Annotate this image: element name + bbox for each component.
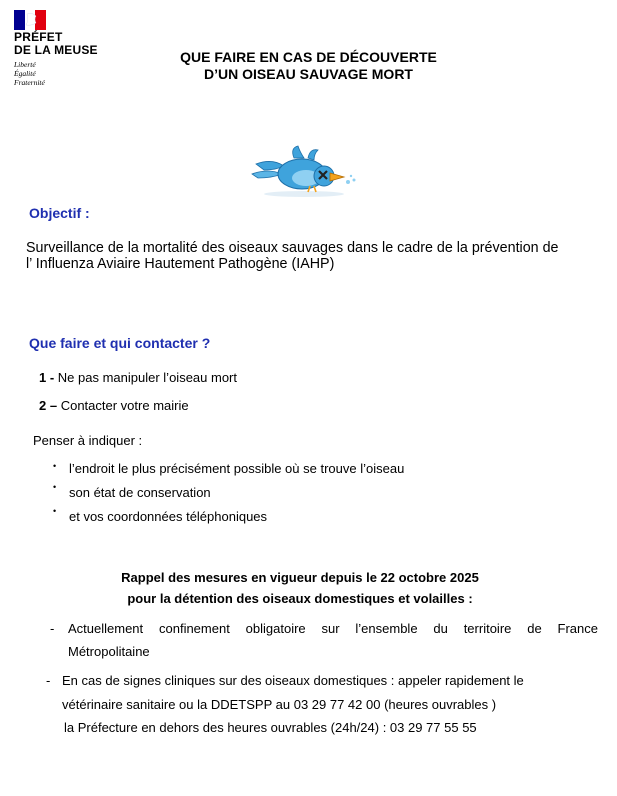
bullet-item-2: son état de conservation — [69, 485, 211, 500]
rappel-item-1-line-2: Métropolitaine — [68, 644, 150, 659]
step-1 — [39, 370, 237, 385]
rappel-title-line-1: Rappel des mesures en vigueur depuis le 22 octobre 2025 — [121, 570, 479, 585]
step-1-number: 1 - — [39, 370, 55, 385]
bullet-icon: • — [53, 461, 57, 471]
motto-egalite: Égalité — [14, 69, 36, 78]
step-1-text: Ne pas manipuler l’oiseau mort — [57, 370, 237, 385]
objectif-text-line-1: Surveillance de la mortalité des oiseaux sauvages dans le cadre de la prévention de — [26, 240, 559, 256]
bullet-item-1: l’endroit le plus précisément possible où se trouve l’oiseau — [69, 461, 405, 476]
bullet-icon: • — [53, 506, 57, 516]
bullet-item-3: et vos coordonnées téléphoniques — [69, 509, 268, 524]
logo-line-1: PRÉFET — [14, 30, 63, 44]
rappel-item-2-line-3: la Préfecture en dehors des heures ouvrables (24h/24) : 03 29 77 55 55 — [64, 720, 477, 735]
rappel-title-line-2: pour la détention des oiseaux domestiques et volailles : — [127, 591, 473, 606]
motto-fraternite: Fraternité — [14, 78, 45, 87]
motto-liberte: Liberté — [14, 60, 36, 69]
step-2-text: Contacter votre mairie — [60, 398, 189, 413]
rappel-item-2-dash: - — [46, 673, 51, 688]
logo-line-2: DE LA MEUSE — [14, 43, 98, 57]
penser-label: Penser à indiquer : — [33, 433, 143, 448]
page-title-line-2: D’UN OISEAU SAUVAGE MORT — [204, 66, 413, 82]
rappel-item-1-dash: - — [50, 621, 55, 636]
que-faire-heading: Que faire et qui contacter ? — [29, 335, 211, 351]
objectif-heading: Objectif : — [29, 205, 90, 221]
page-title-line-1: QUE FAIRE EN CAS DE DÉCOUVERTE — [180, 49, 437, 65]
objectif-text-line-2: l’ Influenza Aviaire Hautement Pathogène (IAHP) — [26, 256, 335, 272]
step-2 — [39, 398, 189, 413]
rappel-item-2-line-2: vétérinaire sanitaire ou la DDETSPP au 03 29 77 42 00 (heures ouvrables ) — [62, 697, 497, 712]
step-2-number: 2 – — [39, 398, 58, 413]
bullet-icon: • — [53, 482, 57, 492]
french-flag-icon — [14, 10, 46, 30]
dead-bird-icon — [250, 144, 362, 198]
rappel-item-1-line-1: Actuellement confinement obligatoire sur l’ensemble du territoire de France — [68, 621, 598, 636]
rappel-item-2-line-1: En cas de signes cliniques sur des oiseaux domestiques : appeler rapidement le — [62, 673, 524, 688]
